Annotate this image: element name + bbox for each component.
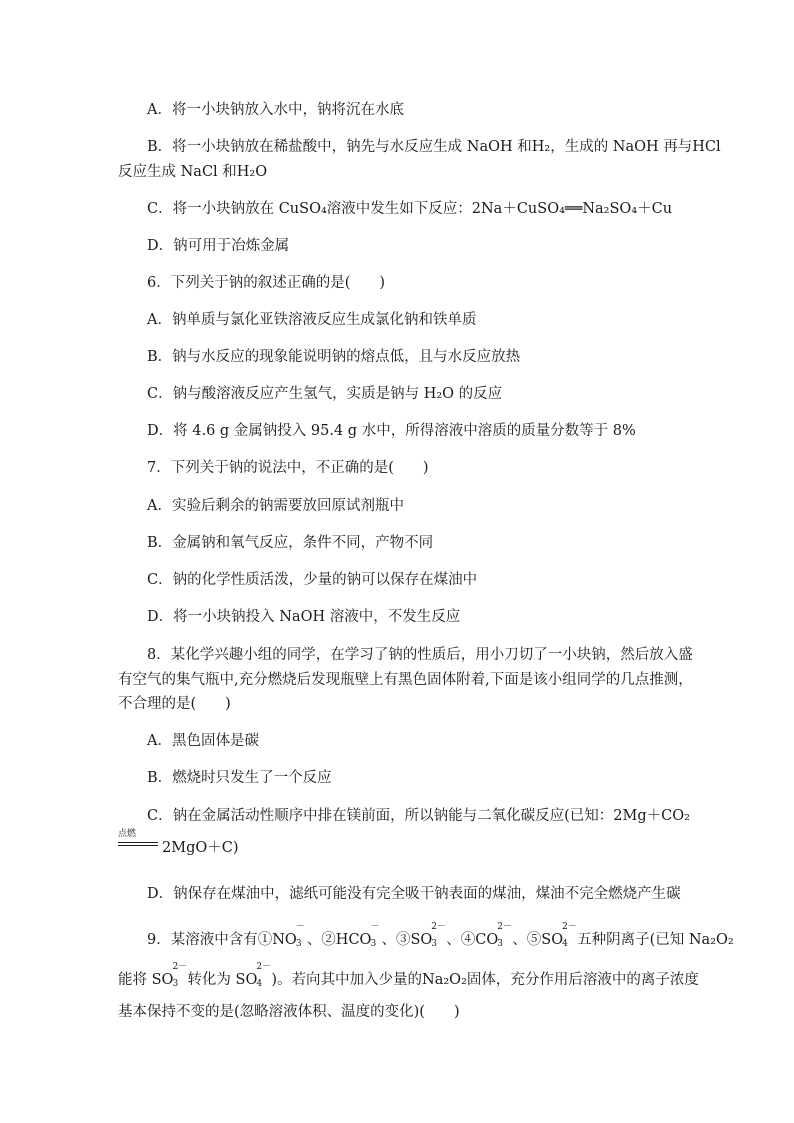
equation-bar-top [118,842,158,843]
q5-option-b-cont: 反应生成 NaCl 和H₂O [118,164,268,180]
q6-option-d: D．将 4.6 g 金属钠投入 95.4 g 水中，所得溶液中溶质的质量分数等于 8% [147,423,636,439]
q6-stem: 6．下列关于钠的叙述正确的是( ) [147,275,386,291]
q7-option-b: B．金属钠和氧气反应，条件不同，产物不同 [147,535,434,551]
q8-option-a: A．黑色固体是碳 [147,733,259,749]
q5-option-d: D．钠可用于冶炼金属 [147,238,290,254]
q8-stem-line2: 有空气的集气瓶中,充分燃烧后发现瓶壁上有黑色固体附着,下面是该小组同学的几点推测， [118,672,693,688]
q9-stem-line2: 能将 SO 2－ 3 转化为 SO 2－ 4 )。若向其中加入少量的Na₂O₂固体，充分作用后溶液中的离子浓度 [118,962,699,989]
reaction-condition: 点燃 [118,829,137,839]
q9-stem-line3: 基本保持不变的是(忽略溶液体积、温度的变化)( ) [118,1004,460,1020]
q8-option-b: B．燃烧时只发生了一个反应 [147,770,332,786]
q5-option-a: A．将一小块钠放入水中，钠将沉在水底 [147,102,404,118]
q8-stem-line3: 不合理的是( ) [118,696,231,712]
q7-option-c: C．钠的化学性质活泼，少量的钠可以保存在煤油中 [147,572,478,588]
equation-bar-bottom [118,845,158,846]
q8-option-d: D．钠保存在煤油中，滤纸可能没有完全吸干钠表面的煤油，煤油不完全燃烧产生碳 [147,886,681,902]
q6-option-b: B．钠与水反应的现象能说明钠的熔点低，且与水反应放热 [147,349,521,365]
q9-stem-line1: 9．某溶液中含有①NO － 3 、②HCO － 3 、③SO 2－ 3 、④CO 2－ 3 、⑤SO 2－ 4 五种阴离子(已知 Na₂O₂ [147,922,734,949]
q7-stem: 7．下列关于钠的说法中，不正确的是( ) [147,460,429,476]
q8-option-c-cont: 2MgO＋C) [162,840,239,856]
q8-option-c: C．钠在金属活动性顺序中排在镁前面，所以钠能与二氧化碳反应(已知：2Mg＋CO₂ [147,808,690,824]
q7-option-d: D．将一小块钠投入 NaOH 溶液中，不发生反应 [147,609,461,625]
q7-option-a: A．实验后剩余的钠需要放回原试剂瓶中 [147,498,404,514]
q5-option-c: C．将一小块钠放在 CuSO₄溶液中发生如下反应：2Na＋CuSO₄══Na₂SO₄＋Cu [147,201,673,217]
q8-stem-line1: 8．某化学兴趣小组的同学，在学习了钠的性质后，用小刀切了一小块钠，然后放入盛 [147,647,693,663]
q6-option-a: A．钠单质与氯化亚铁溶液反应生成氯化钠和铁单质 [147,312,477,328]
q6-option-c: C．钠与酸溶液反应产生氢气，实质是钠与 H₂O 的反应 [147,386,503,402]
q5-option-b: B．将一小块钠放在稀盐酸中，钠先与水反应生成 NaOH 和H₂，生成的 NaOH 再与HCl [147,139,721,155]
